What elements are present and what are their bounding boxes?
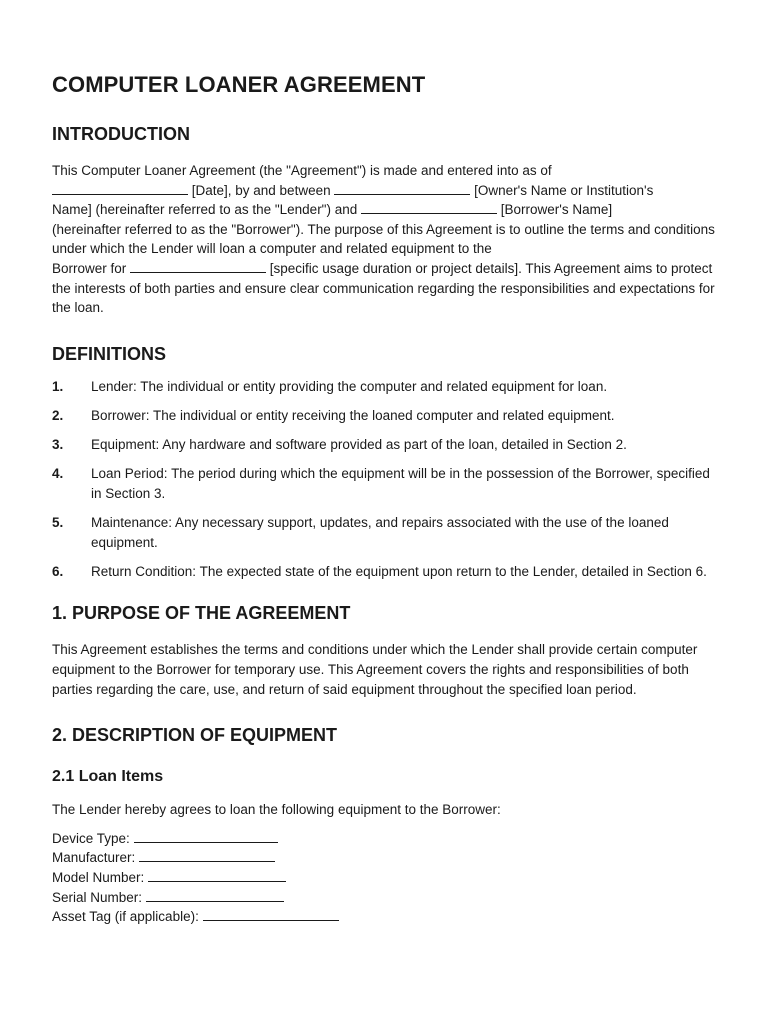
list-item	[52, 406, 718, 426]
asset-tag-blank[interactable]	[203, 907, 339, 921]
owner-name-blank[interactable]	[334, 181, 470, 195]
intro-text-4: Name] (hereinafter referred to as the "Lender") and	[52, 202, 361, 218]
field-label: Asset Tag (if applicable):	[52, 909, 203, 925]
list-item	[52, 377, 718, 397]
introduction-paragraph	[52, 161, 718, 318]
list-text: Lender: The individual or entity providing the computer and related equipment for loan.	[91, 378, 608, 394]
equipment-section	[52, 725, 718, 927]
definitions-heading: DEFINITIONS	[52, 343, 167, 364]
device-type-field	[52, 829, 718, 849]
list-number: 6.	[52, 563, 64, 579]
list-number: 1.	[52, 378, 64, 394]
list-text: Return Condition: The expected state of the equipment upon return to the Lender, detailed in Section 6.	[91, 563, 707, 579]
list-text: Equipment: Any hardware and software provided as part of the loan, detailed in Section 2.	[91, 437, 627, 453]
loan-items-subheading: 2.1 Loan Items	[52, 768, 164, 786]
serial-number-blank[interactable]	[146, 888, 284, 902]
asset-tag-field	[52, 907, 718, 927]
equipment-fields	[52, 829, 718, 927]
list-number: 2.	[52, 407, 64, 423]
purpose-section	[52, 603, 718, 699]
list-number: 5.	[52, 515, 64, 531]
list-text: Loan Period: The period during which the equipment will be in the possession of the Borrower, specified in Section 3.	[91, 466, 710, 501]
manufacturer-field	[52, 848, 718, 868]
list-item	[52, 435, 718, 455]
field-label: Manufacturer:	[52, 850, 140, 866]
model-number-blank[interactable]	[148, 868, 286, 882]
field-label: Serial Number:	[52, 889, 146, 905]
date-blank[interactable]	[52, 181, 188, 195]
intro-text-5: [Borrower's Name]	[497, 202, 613, 218]
loan-items-intro: The Lender hereby agrees to loan the following equipment to the Borrower:	[52, 802, 501, 818]
definitions-list	[52, 377, 718, 582]
intro-text-8: [specific usage duration or project details]. This Agreement aims to protect the interests of both parties and ensure clear communication regarding the responsibilities and expectations for the loan.	[52, 260, 715, 316]
introduction-section	[52, 124, 718, 318]
definitions-section	[52, 344, 718, 582]
field-label: Model Number:	[52, 870, 149, 886]
device-type-blank[interactable]	[134, 829, 278, 843]
document-title: COMPUTER LOANER AGREEMENT	[52, 72, 426, 97]
usage-duration-blank[interactable]	[130, 259, 266, 273]
list-item	[52, 513, 718, 552]
intro-text-1: This Computer Loaner Agreement (the "Agreement") is made and entered into as of	[52, 163, 552, 178]
intro-text-7: Borrower for	[52, 260, 131, 276]
intro-text-2: [Date], by and between	[188, 182, 335, 198]
list-text: Borrower: The individual or entity receiving the loaned computer and related equipment.	[91, 407, 615, 423]
purpose-paragraph: This Agreement establishes the terms and conditions under which the Lender shall provide certain computer equipment to the Borrower for temporary use. This Agreement covers the rights and responsibilities of both parties regarding the care, use, and return of said equipment throughout the specified loan period.	[52, 642, 698, 697]
equipment-heading: 2. DESCRIPTION OF EQUIPMENT	[52, 725, 338, 746]
list-item	[52, 562, 718, 582]
manufacturer-blank[interactable]	[139, 848, 275, 862]
introduction-heading: INTRODUCTION	[52, 124, 190, 144]
list-text: Maintenance: Any necessary support, updates, and repairs associated with the use of the loaned equipment.	[91, 515, 669, 550]
field-label: Device Type:	[52, 830, 134, 846]
model-number-field	[52, 868, 718, 888]
purpose-heading: 1. PURPOSE OF THE AGREEMENT	[52, 603, 351, 624]
list-number: 4.	[52, 466, 64, 482]
intro-text-6: (hereinafter referred to as the "Borrower"). The purpose of this Agreement is to outline the terms and conditions under which the Lender will loan a computer and related equipment to the	[52, 221, 715, 257]
list-item	[52, 464, 718, 503]
serial-number-field	[52, 888, 718, 908]
intro-text-3: [Owner's Name or Institution's	[470, 182, 654, 198]
list-number: 3.	[52, 437, 64, 453]
borrower-name-blank[interactable]	[361, 200, 497, 214]
